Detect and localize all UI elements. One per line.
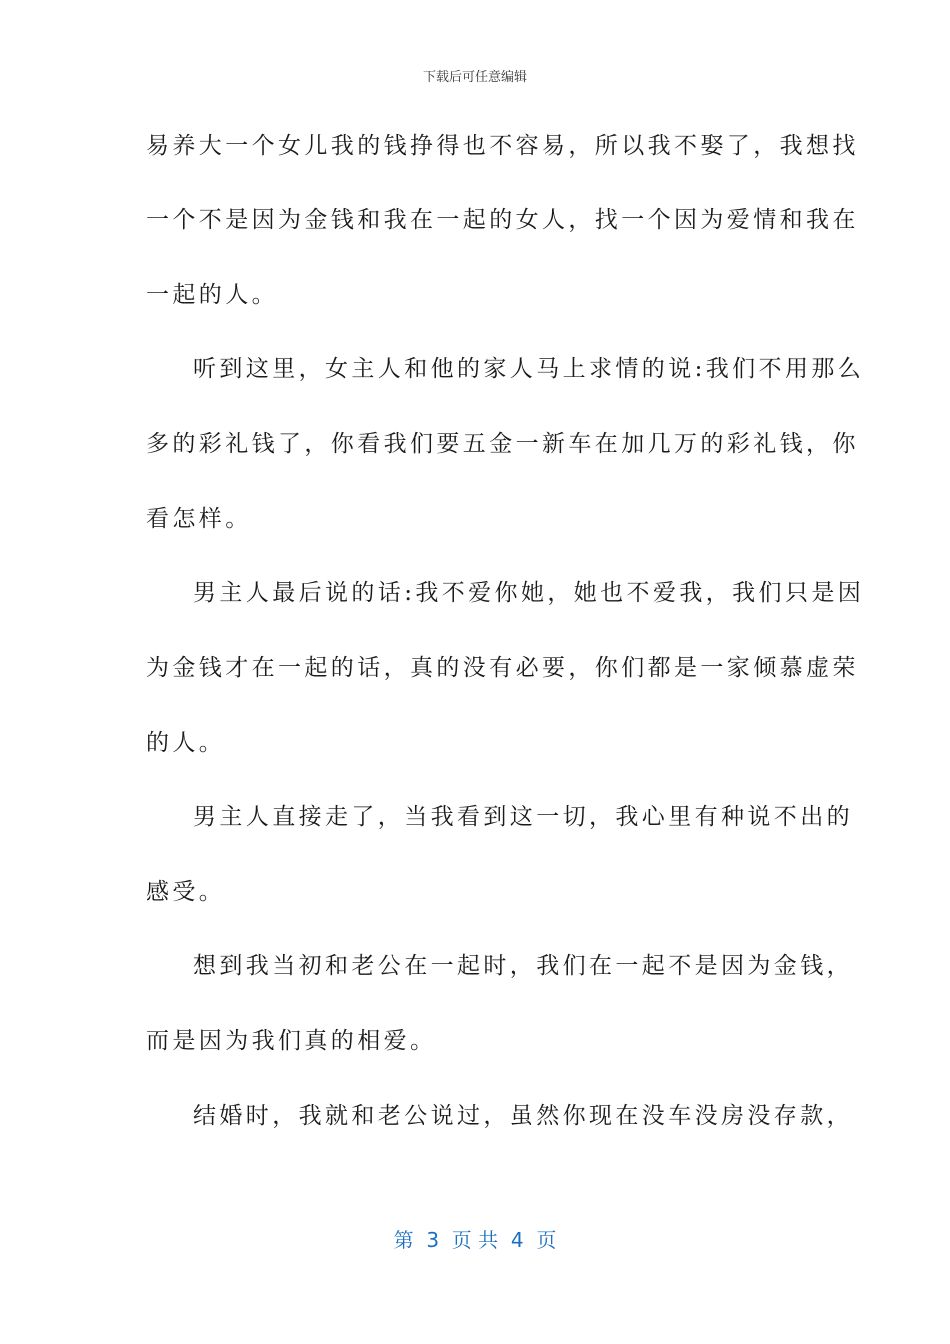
page-header: 下载后可任意编辑 xyxy=(422,70,527,85)
text-line: 一起的人。 xyxy=(146,282,278,308)
text-line: 的人。 xyxy=(146,730,226,756)
text-line: 为金钱才在一起的话，真的没有必要，你们都是一家倾慕虚荣 xyxy=(146,655,859,681)
paragraph-start-line: 结婚时，我就和老公说过，虽然你现在没车没房没存款， xyxy=(193,1103,853,1129)
paragraph-start-line: 男主人直接走了，当我看到这一切，我心里有种说不出的 xyxy=(193,804,853,830)
text-line: 看怎样。 xyxy=(146,506,252,532)
text-line: 感受。 xyxy=(146,879,226,905)
paragraph-start-line: 想到我当初和老公在一起时，我们在一起不是因为金钱， xyxy=(193,953,853,979)
paragraph-start-line: 听到这里，女主人和他的家人马上求情的说:我们不用那么 xyxy=(193,356,865,382)
page-footer: 第 3 页 共 4 页 xyxy=(393,1228,557,1252)
text-line: 多的彩礼钱了，你看我们要五金一新车在加几万的彩礼钱，你 xyxy=(146,431,859,457)
text-line: 易养大一个女儿我的钱挣得也不容易，所以我不娶了，我想找 xyxy=(146,133,859,159)
text-line: 一个不是因为金钱和我在一起的女人，找一个因为爱情和我在 xyxy=(146,207,859,233)
text-line: 而是因为我们真的相爱。 xyxy=(146,1028,437,1054)
paragraph-start-line: 男主人最后说的话:我不爱你她，她也不爱我，我们只是因 xyxy=(193,580,865,606)
